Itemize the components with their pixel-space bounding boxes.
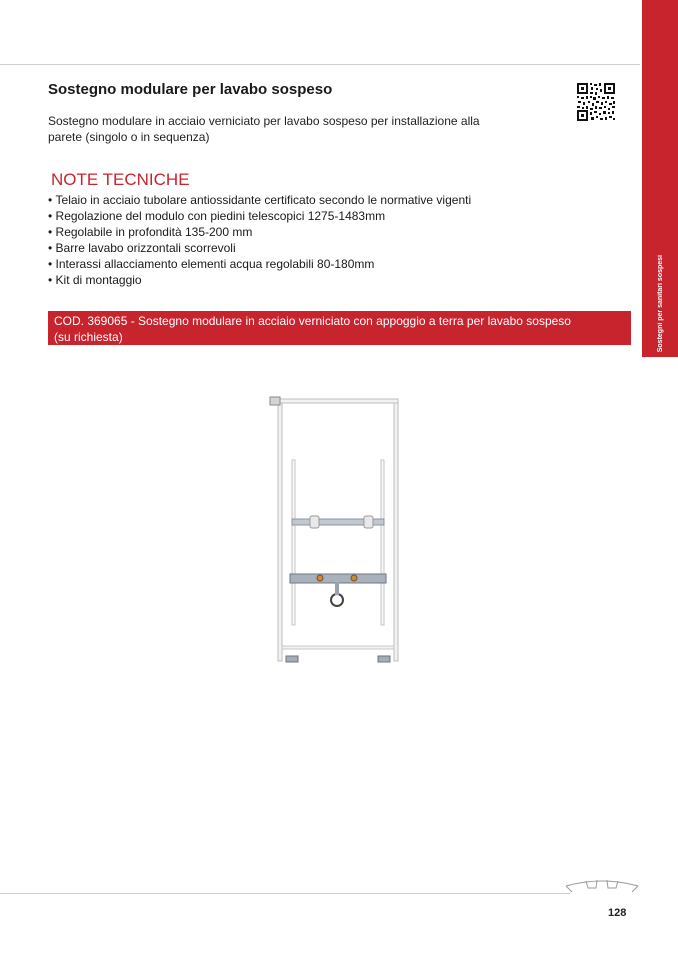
product-code-note: (su richiesta): [54, 330, 123, 344]
technical-note-item: • Interassi allacciamento elementi acqua regolabili 80-180mm: [48, 256, 471, 272]
product-code-line: COD. 369065 - Sostegno modulare in acciaio verniciato con appoggio a terra per lavabo sospeso: [54, 314, 571, 328]
technical-notes-heading: NOTE TECNICHE: [51, 170, 190, 189]
page-number: 128: [608, 907, 627, 919]
bottom-divider: [0, 893, 570, 894]
product-code-banner: [48, 311, 631, 345]
technical-note-item: • Telaio in acciaio tubolare antiossidante certificato secondo le normative vigenti: [48, 192, 471, 208]
technical-note-item: • Barre lavabo orizzontali scorrevoli: [48, 240, 471, 256]
product-title: Sostegno modulare per lavabo sospeso: [48, 81, 333, 98]
qr-code-icon[interactable]: [576, 82, 616, 122]
technical-note-item: • Kit di montaggio: [48, 272, 471, 288]
technical-note-item: • Regolabile in profondità 135-200 mm: [48, 224, 471, 240]
section-side-tab-label-wrap: [642, 250, 678, 357]
product-image: [262, 390, 412, 670]
product-description: Sostegno modulare in acciaio verniciato per lavabo sospeso per installazione alla parete (singolo o in sequenza): [48, 114, 480, 144]
technical-notes-list: [48, 192, 471, 288]
technical-note-item: • Regolazione del modulo con piedini telescopici 1275-1483mm: [48, 208, 471, 224]
decorative-arch-icon: [562, 874, 642, 896]
section-side-tab-label: Sostegni per sanitari sospesi: [656, 254, 664, 353]
top-divider: [0, 64, 640, 65]
